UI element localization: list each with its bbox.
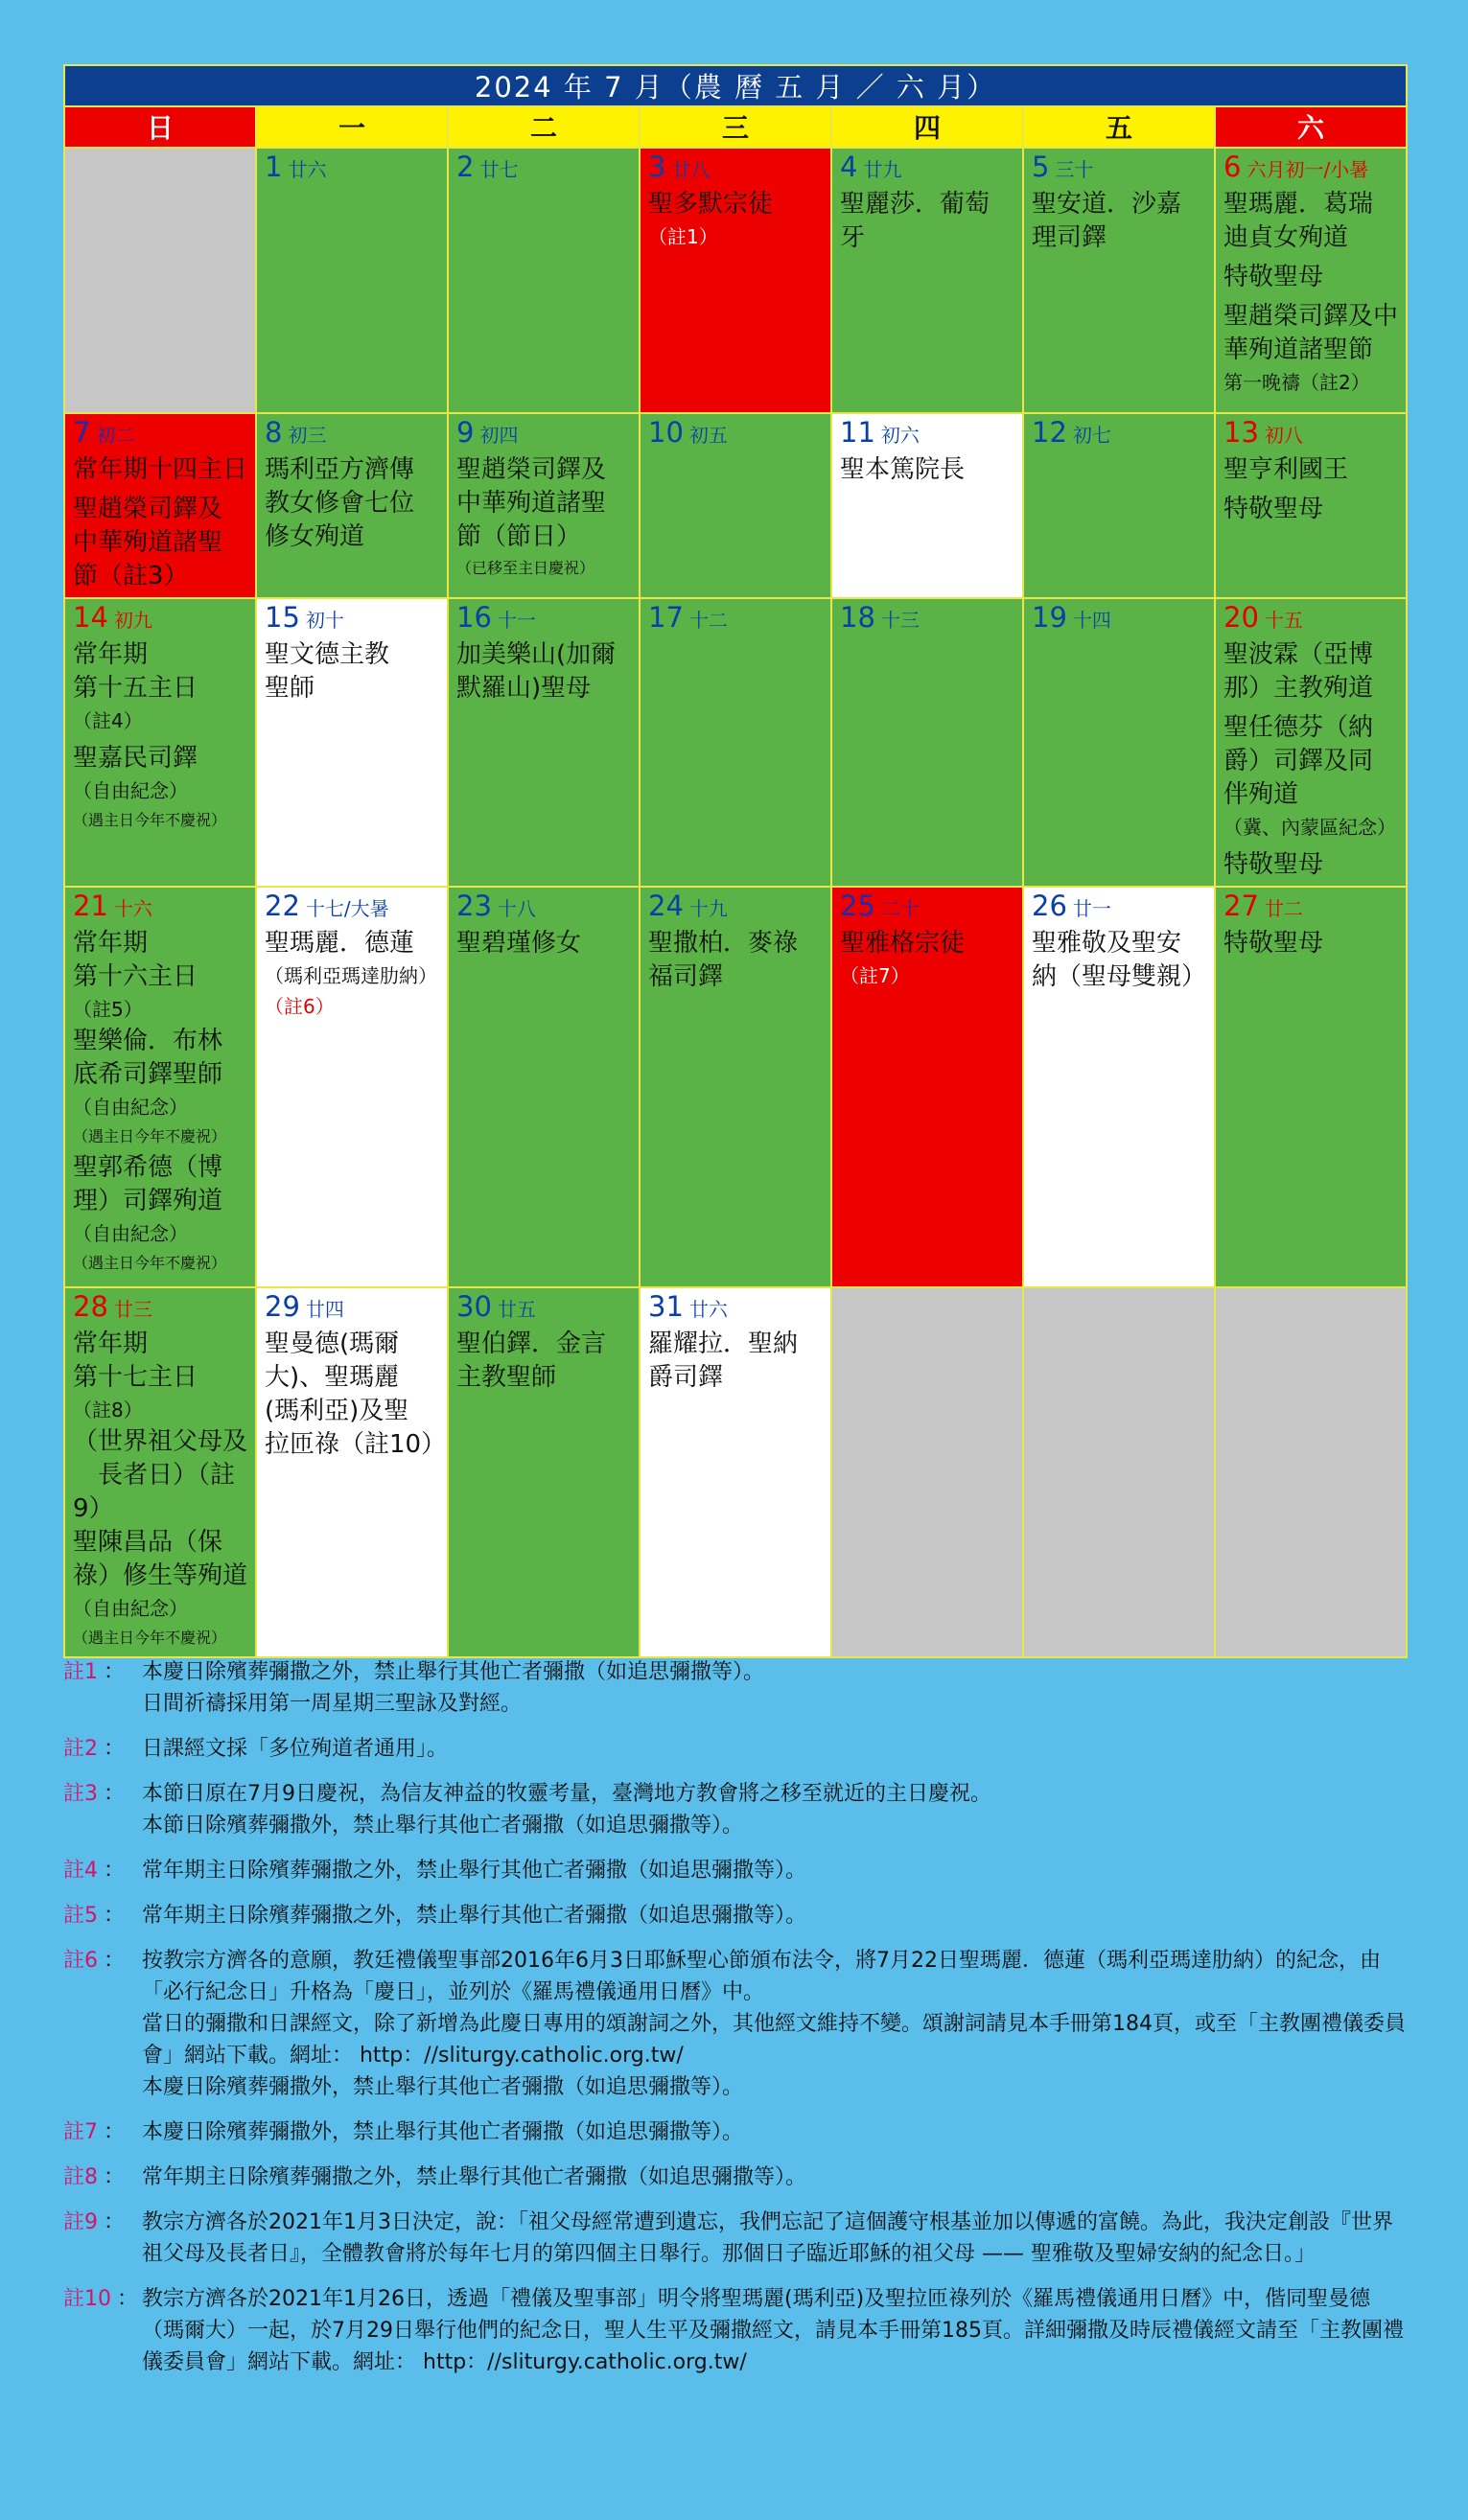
feast-text: 大)、聖瑪麗 — [265, 1363, 400, 1392]
day-header — [265, 890, 439, 927]
week-row — [64, 887, 1407, 1287]
day-number: 6 — [1223, 150, 1242, 183]
day-header — [456, 150, 631, 188]
footnote-colon: ： — [104, 1859, 126, 1883]
lunar-date: 初九 — [113, 609, 152, 632]
footnote-label — [63, 2162, 142, 2193]
day-number: 7 — [73, 416, 91, 449]
footnote-paragraph: 當日的彌撒和日課經文，除了新增為此慶日專用的頌謝詞之外，其他經文維持不變。頌謝詞請見本手冊第184頁，或至「主教團禮儀委員會」網站下載。網址： http：//sliturgy.catholic.org.tw/ — [142, 2012, 1406, 2068]
day-cell-30 — [448, 1287, 640, 1657]
day-number: 26 — [1032, 890, 1067, 922]
day-header — [1032, 150, 1206, 188]
feast-text: 第十七主日 — [73, 1363, 198, 1392]
footnote-body — [142, 2162, 806, 2193]
feast-text: (瑪利亞)及聖 — [265, 1397, 409, 1425]
day-cell-24 — [640, 887, 831, 1287]
feast-text: （遇主日今年不慶祝） — [73, 1629, 227, 1647]
footnote-body — [142, 2283, 1406, 2378]
day-header — [1223, 601, 1398, 638]
lunar-date: 初二 — [96, 424, 135, 447]
day-number: 15 — [265, 601, 300, 634]
weekday-sun: 日 — [64, 106, 256, 148]
footnote-item — [63, 1656, 1406, 1720]
feast-text: 加美樂山(加爾 — [456, 640, 617, 669]
lunar-date: 初三 — [288, 424, 327, 447]
footnote-colon: ： — [117, 2287, 139, 2311]
day-cell-29 — [256, 1287, 448, 1657]
day-header — [456, 416, 631, 453]
footnote-label — [63, 2283, 142, 2378]
day-header — [456, 890, 631, 927]
feast-text: （遇主日今年不慶祝） — [73, 811, 227, 829]
feast-text: 節（節日） — [456, 522, 582, 551]
week-row — [64, 148, 1407, 413]
empty-day-cell — [1023, 1287, 1215, 1657]
feast-text: 特敬聖母 — [1223, 929, 1324, 958]
day-cell-6 — [1215, 148, 1407, 413]
footnote-label — [63, 1855, 142, 1886]
feast-text: 常年期 — [73, 929, 149, 958]
lunar-date: 六月初一/小暑 — [1247, 158, 1369, 181]
feast-text: 特敬聖母 — [1223, 850, 1324, 879]
feast-text: 拉匝祿（註10） — [265, 1430, 447, 1459]
footnote-label — [63, 2207, 142, 2270]
day-number: 30 — [456, 1290, 492, 1323]
feast-text: 聖文德主教 — [265, 640, 390, 669]
feast-text: 常年期十四主日 — [73, 455, 248, 484]
feast-text: （自由紀念） — [73, 1597, 188, 1620]
feast-text: 節（註3） — [73, 562, 189, 590]
day-cell-18 — [831, 598, 1023, 887]
day-cell-26 — [1023, 887, 1215, 1287]
feast-text: 底希司鐸聖師 — [73, 1060, 223, 1089]
lunar-date: 廿三 — [113, 1298, 152, 1321]
footnote-paragraph: 本節日原在7月9日慶祝，為信友神益的牧靈考量，臺灣地方教會將之移至就近的主日慶祝。 — [142, 1782, 991, 1806]
footnote-paragraph: 教宗方濟各於2021年1月3日決定，說：「祖父母經常遭到遺忘，我們忘記了這個護守根基並加以傳遞的富饒。為此，我決定創設『世界祖父母及長者日』，全體教會將於每年七月的第四個主日舉行。那個日子臨近耶穌的祖父母 —— 聖雅敬及聖婦安納的紀念日。」 — [142, 2210, 1393, 2266]
day-number: 1 — [265, 150, 283, 183]
feast-text: 聖瑪麗．德蓮 — [265, 929, 415, 958]
day-header — [265, 416, 439, 453]
footnote-label — [63, 1945, 142, 2103]
footnote-label — [63, 1900, 142, 1931]
day-number: 27 — [1223, 890, 1259, 922]
feast-text: 理司鐸 — [1032, 223, 1107, 252]
day-number: 23 — [456, 890, 492, 922]
day-number: 29 — [265, 1290, 300, 1323]
weekday-mon: 一 — [256, 106, 448, 148]
feast-text: 聖趙榮司鐸及 — [456, 455, 607, 484]
footnote-body — [142, 1945, 1406, 2103]
note-reference: （註7） — [840, 964, 910, 987]
feast-text: 聖波霖（亞博 — [1223, 640, 1374, 669]
lunar-date: 十七/大暑 — [305, 897, 389, 920]
lunar-date: 十三 — [880, 609, 920, 632]
footnote-label-text: 註8 — [63, 2165, 98, 2189]
lunar-date: 十四 — [1072, 609, 1111, 632]
feast-text: 特敬聖母 — [1223, 495, 1324, 523]
footnote-paragraph: 日間祈禱採用第一周星期三聖詠及對經。 — [142, 1692, 523, 1716]
footnote-paragraph: 本慶日除殯葬彌撒外，禁止舉行其他亡者彌撒（如追思彌撒等）。 — [142, 2120, 744, 2144]
feast-text: 祿）修生等殉道 — [73, 1561, 248, 1590]
day-number: 18 — [840, 601, 875, 634]
day-header — [648, 601, 823, 638]
day-cell-8 — [256, 413, 448, 598]
footnote-label — [63, 1656, 142, 1720]
day-number: 19 — [1032, 601, 1067, 634]
footnote-colon: ： — [104, 1737, 126, 1761]
day-number: 10 — [648, 416, 684, 449]
day-header — [840, 601, 1014, 638]
lunar-date: 廿八 — [671, 158, 711, 181]
feast-text: 聖亨利國王 — [1223, 455, 1349, 484]
day-header — [1032, 601, 1206, 638]
footnote-item — [63, 2283, 1406, 2378]
feast-text: 聖伯鐸．金言 — [456, 1329, 607, 1358]
feast-text: （註4） — [73, 709, 143, 732]
feast-text: 主教聖師 — [456, 1363, 557, 1392]
lunar-date: 初十 — [305, 609, 344, 632]
footnote-paragraph: 按教宗方濟各的意願，教廷禮儀聖事部2016年6月3日耶穌聖心節頒布法令，將7月22日聖瑪麗．德蓮（瑪利亞瑪達肋納）的紀念，由「必行紀念日」升格為「慶日」，並列於《羅馬禮儀通用日曆》中。 — [142, 1949, 1381, 2004]
day-header — [648, 890, 823, 927]
feast-text: 聖任德芬（納 — [1223, 713, 1374, 742]
footnote-paragraph: 教宗方濟各於2021年1月26日，透過「禮儀及聖事部」明令將聖瑪麗(瑪利亞)及聖拉匝祿列於《羅馬禮儀通用日曆》中，偕同聖曼德（瑪爾大）一起，於7月29日舉行他們的紀念日，聖人生平及彌撒經文，請見本手冊第185頁。詳細彌撒及時辰禮儀經文請至「主教團禮儀委員會」網站下載。網址： http：//sliturgy.catholic.org.tw/ — [142, 2287, 1404, 2374]
day-cell-22 — [256, 887, 448, 1287]
day-cell-3 — [640, 148, 831, 413]
day-cell-2 — [448, 148, 640, 413]
empty-day-cell — [1215, 1287, 1407, 1657]
day-number: 9 — [456, 416, 475, 449]
day-cell-4 — [831, 148, 1023, 413]
weekday-thu: 四 — [831, 106, 1023, 148]
feast-text: 聖麗莎．葡萄 — [840, 190, 990, 219]
feast-text: 聖本篤院長 — [840, 455, 966, 484]
feast-text: 聖多默宗徒 — [648, 190, 774, 219]
day-header — [648, 416, 823, 453]
day-header — [73, 1290, 247, 1328]
day-number: 8 — [265, 416, 283, 449]
footnote-label-text: 註2 — [63, 1737, 98, 1761]
lunar-date: 十八 — [497, 897, 536, 920]
week-row — [64, 598, 1407, 887]
day-number: 31 — [648, 1290, 684, 1323]
day-cell-12 — [1023, 413, 1215, 598]
day-number: 20 — [1223, 601, 1259, 634]
day-header — [648, 150, 823, 188]
weekday-sat: 六 — [1215, 106, 1407, 148]
feast-text: 中華殉道諸聖 — [73, 528, 223, 557]
day-cell-14 — [64, 598, 256, 887]
footnote-label-text: 註4 — [63, 1859, 98, 1883]
feast-text: 羅耀拉．聖納 — [648, 1329, 799, 1358]
footnote-label — [63, 2116, 142, 2148]
week-row — [64, 1287, 1407, 1657]
feast-text: 教女修會七位 — [265, 489, 415, 518]
footnote-label-text: 註3 — [63, 1782, 98, 1806]
feast-text: （冀、內蒙區紀念） — [1223, 816, 1396, 839]
footnote-paragraph: 常年期主日除殯葬彌撒之外，禁止舉行其他亡者彌撒（如追思彌撒等）。 — [142, 1859, 807, 1883]
footnote-item — [63, 2116, 1406, 2148]
day-cell-28 — [64, 1287, 256, 1657]
footnote-item — [63, 1945, 1406, 2103]
lunar-date: 三十 — [1055, 158, 1094, 181]
lunar-date: 初八 — [1264, 424, 1303, 447]
feast-text: （自由紀念） — [73, 779, 188, 802]
day-header — [1223, 416, 1398, 453]
day-header — [73, 890, 247, 927]
feast-text: 那）主教殉道 — [1223, 674, 1374, 703]
feast-text: 聖師 — [265, 674, 315, 703]
feast-text: 爵）司鐸及同 — [1223, 747, 1374, 775]
lunar-date: 廿六 — [288, 158, 327, 181]
footnote-colon: ： — [104, 2165, 126, 2189]
footnote-label-text: 註9 — [63, 2210, 98, 2234]
footnote-body — [142, 2207, 1406, 2270]
feast-text: 聖郭希德（博 — [73, 1153, 223, 1182]
day-cell-10 — [640, 413, 831, 598]
lunar-date: 十六 — [113, 897, 152, 920]
footnote-item — [63, 1733, 1406, 1765]
footnote-colon: ： — [104, 2210, 126, 2234]
feast-text: （自由紀念） — [73, 1222, 188, 1245]
feast-text: 華殉道諸聖節 — [1223, 335, 1374, 364]
footnote-label — [63, 1778, 142, 1841]
feast-text: 聖安道．沙嘉 — [1032, 190, 1182, 219]
footnote-colon: ： — [104, 1904, 126, 1928]
day-number: 13 — [1223, 416, 1259, 449]
footnote-body — [142, 1656, 764, 1720]
feast-text: 聖趙榮司鐸及中 — [1223, 302, 1399, 331]
footnote-item — [63, 1855, 1406, 1886]
day-number: 12 — [1032, 416, 1067, 449]
footnotes — [63, 1656, 1406, 2392]
day-cell-13 — [1215, 413, 1407, 598]
feast-text: （已移至主日慶祝） — [456, 559, 595, 577]
feast-text: 聖樂倫．布林 — [73, 1027, 223, 1055]
lunar-date: 廿七 — [479, 158, 519, 181]
day-number: 3 — [648, 150, 666, 183]
feast-text: 理）司鐸殉道 — [73, 1187, 223, 1215]
day-cell-1 — [256, 148, 448, 413]
footnote-paragraph: 本慶日除殯葬彌撒外，禁止舉行其他亡者彌撒（如追思彌撒等）。 — [142, 2075, 744, 2099]
footnote-body — [142, 1855, 806, 1886]
lunar-date: 初四 — [479, 424, 519, 447]
day-header — [456, 1290, 631, 1328]
day-cell-9 — [448, 413, 640, 598]
feast-text: 聖雅格宗徒 — [840, 929, 966, 958]
week-row — [64, 413, 1407, 598]
day-cell-25 — [831, 887, 1023, 1287]
day-cell-19 — [1023, 598, 1215, 887]
day-header — [265, 1290, 439, 1328]
footnote-label-text: 註7 — [63, 2120, 98, 2144]
day-cell-17 — [640, 598, 831, 887]
day-number: 2 — [456, 150, 475, 183]
day-cell-5 — [1023, 148, 1215, 413]
footnote-label-text: 註5 — [63, 1904, 98, 1928]
feast-text: 聖雅敬及聖安 — [1032, 929, 1182, 958]
feast-text: 特敬聖母 — [1223, 263, 1324, 291]
feast-text: 牙 — [840, 223, 866, 252]
day-number: 4 — [840, 150, 858, 183]
day-cell-16 — [448, 598, 640, 887]
empty-day-cell — [64, 148, 256, 413]
day-number: 14 — [73, 601, 108, 634]
feast-text: （遇主日今年不慶祝） — [73, 1254, 227, 1272]
day-header — [265, 601, 439, 638]
day-header — [456, 601, 631, 638]
feast-text: 聖撒柏．麥祿 — [648, 929, 799, 958]
lunar-date: 十一 — [497, 609, 536, 632]
day-number: 11 — [840, 416, 875, 449]
feast-text: 伴殉道 — [1223, 780, 1299, 809]
lunar-date: 初五 — [688, 424, 728, 447]
feast-text: 第十六主日 — [73, 962, 198, 991]
feast-text: 中華殉道諸聖 — [456, 489, 607, 518]
footnote-colon: ： — [104, 2120, 126, 2144]
day-number: 28 — [73, 1290, 108, 1323]
day-number: 17 — [648, 601, 684, 634]
day-cell-27 — [1215, 887, 1407, 1287]
day-cell-11 — [831, 413, 1023, 598]
day-number: 16 — [456, 601, 492, 634]
feast-text: （瑪利亞瑪達肋納） — [265, 964, 437, 987]
feast-text: 長者日）（註9） — [73, 1461, 236, 1523]
lunar-date: 十二 — [688, 609, 728, 632]
footnote-colon: ： — [104, 1660, 126, 1684]
footnote-paragraph: 本慶日除殯葬彌撒之外，禁止舉行其他亡者彌撒（如追思彌撒等）。 — [142, 1660, 765, 1684]
day-header — [648, 1290, 823, 1328]
feast-text: 聖陳昌品（保 — [73, 1528, 223, 1557]
lunar-date: 廿一 — [1072, 897, 1111, 920]
feast-text: （世界祖父母及 — [73, 1427, 248, 1456]
feast-text: （註5） — [73, 998, 143, 1021]
feast-text: 瑪利亞方濟傳 — [265, 455, 415, 484]
lunar-date: 廿九 — [863, 158, 902, 181]
day-header — [1223, 150, 1398, 188]
calendar-body — [64, 148, 1407, 1657]
feast-text: 聖嘉民司鐸 — [73, 744, 198, 773]
lunar-date: 廿二 — [1264, 897, 1303, 920]
feast-text: （遇主日今年不慶祝） — [73, 1127, 227, 1145]
feast-text: 聖趙榮司鐸及 — [73, 495, 223, 523]
day-cell-20 — [1215, 598, 1407, 887]
lunar-date: 廿五 — [497, 1298, 536, 1321]
feast-text: 福司鐸 — [648, 962, 724, 991]
footnote-item — [63, 1778, 1406, 1841]
day-cell-15 — [256, 598, 448, 887]
feast-text: （自由紀念） — [73, 1096, 188, 1119]
day-cell-31 — [640, 1287, 831, 1657]
day-header — [265, 150, 439, 188]
day-number: 25 — [840, 890, 875, 922]
footnote-colon: ： — [104, 1949, 126, 1973]
feast-text: （註8） — [73, 1399, 143, 1422]
footnote-item — [63, 2162, 1406, 2193]
feast-text: 爵司鐸 — [648, 1363, 724, 1392]
calendar-title: 2024 年 7 月（農 曆 五 月 ／ 六 月） — [64, 65, 1407, 106]
footnote-item — [63, 1900, 1406, 1931]
weekday-fri: 五 — [1023, 106, 1215, 148]
feast-text: 納（聖母雙親） — [1032, 962, 1207, 991]
feast-text: 常年期 — [73, 1329, 149, 1358]
feast-text: 聖碧瑾修女 — [456, 929, 582, 958]
footnote-label-text: 註6 — [63, 1949, 98, 1973]
calendar-table — [63, 64, 1408, 1658]
footnote-paragraph: 日課經文採「多位殉道者通用」。 — [142, 1737, 449, 1761]
feast-text: 修女殉道 — [265, 522, 365, 551]
lunar-date: 初六 — [880, 424, 920, 447]
feast-text: 默羅山)聖母 — [456, 674, 592, 703]
footnote-paragraph: 常年期主日除殯葬彌撒之外，禁止舉行其他亡者彌撒（如追思彌撒等）。 — [142, 2165, 807, 2189]
empty-day-cell — [831, 1287, 1023, 1657]
day-header — [73, 416, 247, 453]
feast-text: 常年期 — [73, 640, 149, 669]
lunar-date: 十九 — [688, 897, 728, 920]
lunar-date: 廿六 — [688, 1298, 728, 1321]
weekday-tue: 二 — [448, 106, 640, 148]
feast-text: 迪貞女殉道 — [1223, 223, 1349, 252]
day-number: 5 — [1032, 150, 1050, 183]
feast-text: 第一晚禱（註2） — [1223, 371, 1370, 394]
day-header — [840, 416, 1014, 453]
footnote-item — [63, 2207, 1406, 2270]
footnote-label-text: 註1 — [63, 1660, 98, 1684]
day-header — [1032, 416, 1206, 453]
note-reference: （註6） — [265, 995, 335, 1018]
day-number: 21 — [73, 890, 108, 922]
day-header — [840, 150, 1014, 188]
footnote-body — [142, 2116, 743, 2148]
day-cell-7 — [64, 413, 256, 598]
footnote-body — [142, 1733, 448, 1765]
footnote-body — [142, 1900, 806, 1931]
day-header — [1032, 890, 1206, 927]
footnote-paragraph: 常年期主日除殯葬彌撒之外，禁止舉行其他亡者彌撒（如追思彌撒等）。 — [142, 1904, 807, 1928]
feast-text: 第十五主日 — [73, 674, 198, 703]
day-header — [1223, 890, 1398, 927]
footnote-label-text: 註10 — [63, 2287, 111, 2311]
footnote-body — [142, 1778, 991, 1841]
feast-text: 聖瑪麗．葛瑞 — [1223, 190, 1374, 219]
footnote-colon: ： — [104, 1782, 126, 1806]
lunar-date: 二十 — [880, 897, 920, 920]
footnote-paragraph: 本節日除殯葬彌撒外，禁止舉行其他亡者彌撒（如追思彌撒等）。 — [142, 1814, 744, 1838]
footnote-label — [63, 1733, 142, 1765]
day-cell-23 — [448, 887, 640, 1287]
lunar-date: 初七 — [1072, 424, 1111, 447]
lunar-date: 廿四 — [305, 1298, 344, 1321]
feast-text: 聖曼德(瑪爾 — [265, 1329, 400, 1358]
lunar-date: 十五 — [1264, 609, 1303, 632]
weekday-wed: 三 — [640, 106, 831, 148]
day-number: 22 — [265, 890, 300, 922]
day-header — [840, 890, 1014, 927]
day-header — [73, 601, 247, 638]
day-number: 24 — [648, 890, 684, 922]
note-reference: （註1） — [648, 225, 718, 248]
day-cell-21 — [64, 887, 256, 1287]
